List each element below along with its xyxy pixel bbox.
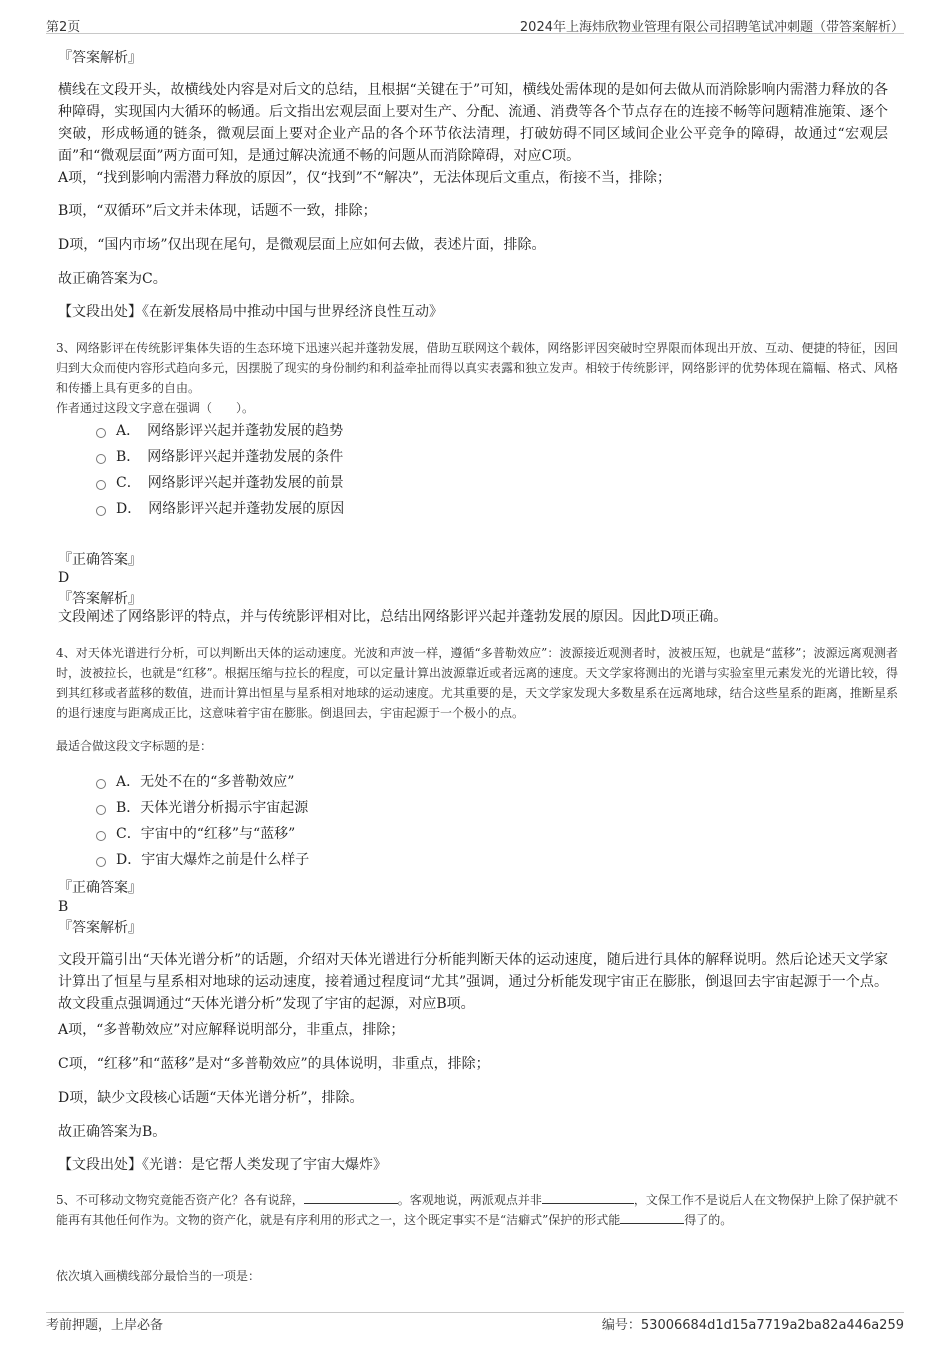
q4-answer: B	[58, 899, 69, 915]
document-id: 编号：53006684d1d15a7719a2ba82a446a259	[601, 1318, 904, 1333]
q3-option-b[interactable]	[96, 446, 343, 468]
radio-button-icon[interactable]	[96, 779, 106, 789]
q3-analysis-text: 文段阐述了网络影评的特点，并与传统影评相对比，总结出网络影评兴起并蓬勃发展的原因。因此D项正确。	[58, 609, 728, 625]
q2-option-b-note: B项，“双循环”后文并未体现，话题不一致，排除；	[58, 203, 377, 219]
radio-button-icon[interactable]	[96, 454, 106, 464]
option-label: B． 网络影评兴起并蓬勃发展的条件	[116, 449, 344, 465]
q2-conclusion: 故正确答案为C。	[58, 271, 167, 287]
q5-stem-part-3: ，文保工作不是说后人在文物保护上除了保护就不能再有其他任何作为。文物的资产化，就是有序利用的形式之一，这个既定事实不是“洁癖式”保护的形式能	[56, 1193, 898, 1227]
option-label: A． 网络影评兴起并蓬勃发展的趋势	[116, 423, 344, 439]
q4-option-c-note: C项，“红移”和“蓝移”是对“多普勒效应”的具体说明，非重点，排除；	[58, 1056, 490, 1072]
q5-blank-1	[304, 1191, 398, 1204]
option-label: D． 网络影评兴起并蓬勃发展的原因	[116, 501, 345, 517]
option-label: D．宇宙大爆炸之前是什么样子	[116, 852, 310, 868]
q2-source: 【文段出处】《在新发展格局中推动中国与世界经济良性互动》	[58, 304, 443, 320]
q4-answer-label: 『正确答案』	[58, 880, 142, 896]
q3-option-a[interactable]	[96, 420, 343, 442]
radio-button-icon[interactable]	[96, 857, 106, 867]
q4-option-b[interactable]	[96, 797, 308, 819]
radio-button-icon[interactable]	[96, 506, 106, 516]
radio-button-icon[interactable]	[96, 480, 106, 490]
q5-stem	[56, 1190, 898, 1230]
q4-option-c[interactable]	[96, 823, 295, 845]
q4-stem: 4、对天体光谱进行分析，可以判断出天体的运动速度。光波和声波一样，遵循“多普勒效应”：波源接近观测者时，波被压短，也就是“蓝移”；波源远离观测者时，波被拉长，也就是“红移”。根据压缩与拉长的程度，可以定量计算出波源靠近或者远离的速度。天文学家将测出的光谱与实验室里元素发光的光谱比较，得到其红移或者蓝移的数值，进而计算出恒星与星系相对地球的运动速度。尤其重要的是，天文学家发现大多数星系在远离地球，结合这些星系的距离，推断星系的退行速度与距离成正比，这意味着宇宙在膨胀。倒退回去，宇宙起源于一个极小的点。	[56, 646, 898, 720]
option-label: A．无处不在的“多普勒效应”	[116, 774, 295, 790]
q2-analysis-text: 横线在文段开头，故横线处内容是对后文的总结，且根据“关键在于”可知，横线处需体现的是如何去做从而消除影响内需潜力释放的各种障碍，实现国内大循环的畅通。后文指出宏观层面上要对生产、分配、流通、消费等各个节点存在的连接不畅等问题精准施策、逐个突破，形成畅通的链条，微观层面上要对企业产品的各个环节依法清理，打破妨碍不同区域间企业公平竞争的障碍，故通过“宏观层面”和“微观层面”两方面可知，是通过解决流通不畅的问题从而消除障碍，对应C项。	[58, 82, 888, 164]
option-label: C．宇宙中的“红移”与“蓝移”	[116, 826, 296, 842]
q5-stem-part-4: 得了的。	[684, 1213, 733, 1227]
q4-option-a[interactable]	[96, 771, 294, 793]
page-number: 第2页	[46, 20, 81, 35]
q4-analysis-label: 『答案解析』	[58, 920, 142, 936]
q2-analysis-label: 『答案解析』	[58, 50, 142, 66]
q4-analysis-text: 文段开篇引出“天体光谱分析”的话题，介绍对天体光谱进行分析能判断天体的运动速度，随后进行具体的解释说明。然后论述天文学家计算出了恒星与星系相对地球的运动速度，接着通过程度词“尤其”强调，通过分析能发现宇宙正在膨胀，倒退回去宇宙起源于一个点。故文段重点强调通过“天体光谱分析”发现了宇宙的起源，对应B项。	[58, 952, 888, 1012]
q4-conclusion: 故正确答案为B。	[58, 1124, 167, 1140]
q4-option-d-note: D项，缺少文段核心话题“天体光谱分析”，排除。	[58, 1090, 364, 1106]
footer-divider	[46, 1312, 904, 1313]
q3-stem: 3、网络影评在传统影评集体失语的生态环境下迅速兴起并蓬勃发展，借助互联网这个载体，网络影评因突破时空界限而体现出开放、互动、便捷的特征，因回归到大众而使内容形式趋向多元，因摆脱了现实的身份制约和利益牵扯而得以真实表露和独立发声。相较于传统影评，网络影评的优势体现在篇幅、格式、风格和传播上具有更多的自由。	[56, 341, 898, 395]
q3-prompt: 作者通过这段文字意在强调（ ）。	[56, 401, 255, 415]
q3-analysis-label: 『答案解析』	[58, 591, 142, 607]
q5-blank-2	[542, 1191, 634, 1204]
q3-option-c[interactable]	[96, 472, 344, 494]
q4-prompt: 最适合做这段文字标题的是：	[56, 739, 213, 753]
radio-button-icon[interactable]	[96, 805, 106, 815]
q4-source: 【文段出处】《光谱：是它帮人类发现了宇宙大爆炸》	[58, 1157, 387, 1173]
q5-stem-part-2: 。客观地说，两派观点并非	[397, 1193, 542, 1207]
header-divider	[46, 33, 904, 34]
q3-answer: D	[58, 570, 70, 586]
q3-option-d[interactable]	[96, 498, 344, 520]
q2-option-a-note: A项，“找到影响内需潜力释放的原因”，仅“找到”不“解决”，无法体现后文重点，衔接不当，排除；	[58, 170, 672, 186]
q4-option-d[interactable]	[96, 849, 309, 871]
radio-button-icon[interactable]	[96, 428, 106, 438]
q5-blank-3	[620, 1211, 684, 1224]
q3-answer-label: 『正确答案』	[58, 552, 142, 568]
document-title: 2024年上海炜欣物业管理有限公司招聘笔试冲刺题（带答案解析）	[519, 20, 904, 35]
q4-option-a-note: A项，“多普勒效应”对应解释说明部分，非重点，排除；	[58, 1022, 405, 1038]
q5-prompt: 依次填入画横线部分最恰当的一项是：	[56, 1269, 261, 1283]
radio-button-icon[interactable]	[96, 831, 106, 841]
option-label: B．天体光谱分析揭示宇宙起源	[116, 800, 309, 816]
footer-slogan: 考前押题，上岸必备	[46, 1318, 164, 1333]
q5-stem-part-1: 5、不可移动文物究竟能否资产化？各有说辞，	[56, 1193, 304, 1207]
option-label: C． 网络影评兴起并蓬勃发展的前景	[116, 475, 344, 491]
q2-option-d-note: D项，“国内市场”仅出现在尾句，是微观层面上应如何去做，表述片面，排除。	[58, 237, 546, 253]
